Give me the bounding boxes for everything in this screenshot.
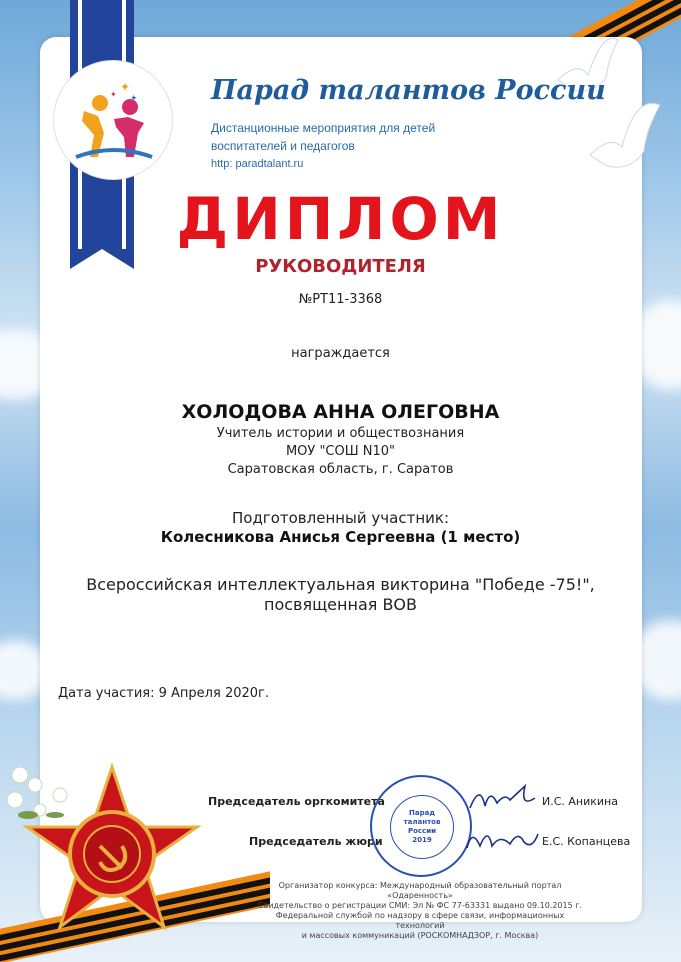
war-order-star-icon <box>22 762 202 942</box>
recipient-name: ХОЛОДОВА АННА ОЛЕГОВНА <box>181 401 500 423</box>
stamp-line: 2019 <box>412 836 432 844</box>
event-description: Всероссийская интеллектуальная викторина "Победе -75!", посвященная ВОВ <box>86 575 595 614</box>
svg-text:✦: ✦ <box>130 93 138 103</box>
footer-line: и массовых коммуникаций (РОСКОМНАДЗОР, г. Москва) <box>301 931 539 940</box>
footer-line: Организатор конкурса: Международный образовательный портал «Одаренность» <box>278 881 562 900</box>
talent-logo <box>53 60 173 180</box>
brand-subtitle-line: воспитателей и педагогов <box>211 139 355 153</box>
participant-label: Подготовленный участник: <box>231 509 450 527</box>
footer-line: Федеральной службой по надзору в сфере связи, информационных технологий <box>275 911 565 930</box>
chair-org-role: Председатель оргкомитета <box>208 795 385 808</box>
participant-name: Колесникова Анисья Сергеевна (1 место) <box>160 528 521 546</box>
recipient-position: Учитель истории и обществознания <box>216 426 465 441</box>
footer-line: Свидетельство о регистрации СМИ: Эл № ФС 77-63331 выдано 09.10.2015 г. <box>258 901 582 910</box>
svg-text:✦: ✦ <box>110 90 117 99</box>
brand-subtitle-line: Дистанционные мероприятия для детей <box>211 121 436 135</box>
brand-title: Парад талантов России <box>211 75 606 106</box>
organizer-footer <box>255 881 585 941</box>
talent-logo-icon <box>54 61 172 179</box>
brand-url: http: paradtalant.ru <box>211 158 304 170</box>
recipient-location: Саратовская область, г. Саратов <box>227 462 454 477</box>
official-stamp <box>370 775 472 877</box>
diploma-title: ДИПЛОМ <box>176 185 505 253</box>
svg-text:✦: ✦ <box>120 80 131 94</box>
awarded-label: награждается <box>291 346 390 361</box>
chair-jury-role: Председатель жюри <box>249 835 383 848</box>
recipient-school: МОУ "СОШ N10" <box>285 444 396 459</box>
chair-jury-name: Е.С. Копанцева <box>542 835 631 848</box>
signature-jury <box>462 820 542 860</box>
participation-date: Дата участия: 9 Апреля 2020г. <box>58 686 269 701</box>
diploma-subtitle: РУКОВОДИТЕЛЯ <box>255 256 426 277</box>
signature-org <box>465 778 545 818</box>
chair-org-name: И.С. Аникина <box>542 795 618 808</box>
brand-subtitle <box>211 119 435 155</box>
diploma-number: №РТ11-3368 <box>298 292 383 307</box>
stamp-line: России <box>407 827 437 835</box>
stamp-line: Парад <box>409 809 435 817</box>
stamp-line: талантов <box>403 818 441 826</box>
